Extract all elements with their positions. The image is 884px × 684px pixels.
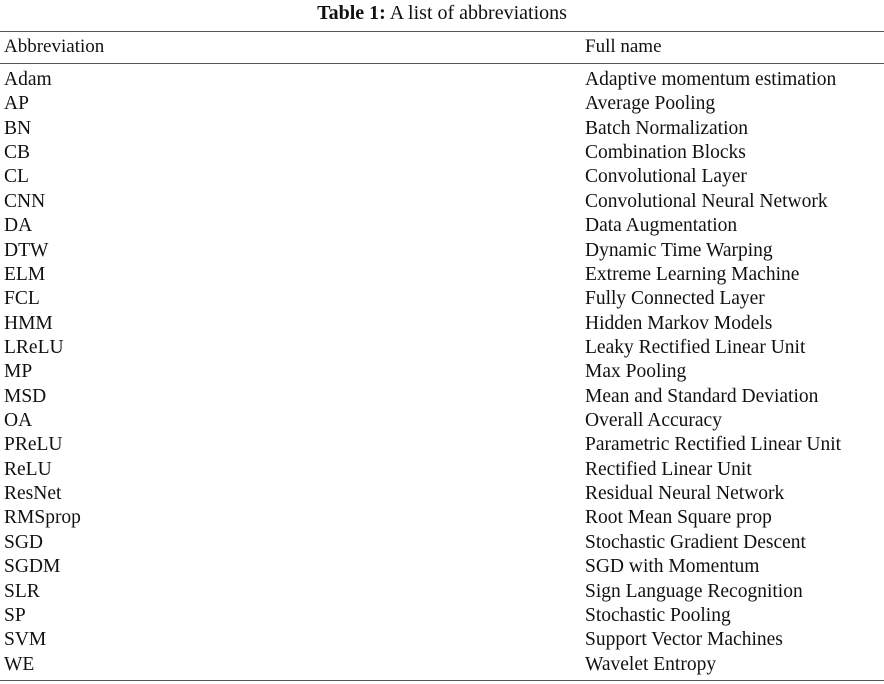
full-name-cell: Fully Connected Layer xyxy=(585,288,765,310)
abbreviation-cell: CL xyxy=(4,166,29,188)
table-row xyxy=(0,580,884,604)
abbreviation-cell: ReLU xyxy=(4,458,52,480)
full-name-cell: Stochastic Gradient Descent xyxy=(585,531,806,553)
table-row xyxy=(0,190,884,214)
full-name-cell: Stochastic Pooling xyxy=(585,604,731,626)
full-name-cell: Wavelet Entropy xyxy=(585,653,717,675)
full-name-cell: Mean and Standard Deviation xyxy=(585,385,819,407)
header-full-name: Full name xyxy=(585,36,662,57)
full-name-cell: Dynamic Time Warping xyxy=(585,239,773,261)
table-row xyxy=(0,336,884,360)
full-name-cell: Combination Blocks xyxy=(585,142,746,164)
table-row xyxy=(0,653,884,677)
abbreviation-cell: RMSprop xyxy=(4,507,81,529)
table-row xyxy=(0,287,884,311)
header-abbreviation: Abbreviation xyxy=(4,36,105,57)
table-caption xyxy=(0,0,884,26)
table-row xyxy=(0,433,884,457)
abbreviation-cell: AP xyxy=(4,93,29,115)
table-row xyxy=(0,263,884,287)
table-row xyxy=(0,531,884,555)
full-name-cell: Adaptive momentum estimation xyxy=(585,69,837,90)
full-name-cell: Support Vector Machines xyxy=(585,629,783,651)
abbreviation-cell: ELM xyxy=(4,263,46,285)
table-caption-label: Table 1: xyxy=(317,2,386,24)
table-row xyxy=(0,409,884,433)
table-row xyxy=(0,458,884,482)
abbreviation-cell: MP xyxy=(4,361,33,383)
table-row xyxy=(0,117,884,141)
abbreviation-cell: SLR xyxy=(4,580,40,602)
table-row xyxy=(0,604,884,628)
abbreviation-cell: MSD xyxy=(4,385,47,407)
abbreviation-cell: WE xyxy=(4,653,35,675)
table-row xyxy=(0,628,884,652)
full-name-cell: Overall Accuracy xyxy=(585,410,722,432)
full-name-cell: Average Pooling xyxy=(585,93,716,115)
full-name-cell: Root Mean Square prop xyxy=(585,507,772,529)
full-name-cell: Batch Normalization xyxy=(585,117,748,139)
full-name-cell: Data Augmentation xyxy=(585,215,738,237)
full-name-cell: Max Pooling xyxy=(585,361,687,383)
full-name-cell: Convolutional Neural Network xyxy=(585,190,828,212)
abbreviation-cell: LReLU xyxy=(4,336,64,358)
table-row xyxy=(0,92,884,116)
abbreviation-cell: DTW xyxy=(4,239,49,261)
abbreviation-cell: ResNet xyxy=(4,483,62,505)
abbreviation-cell: SVM xyxy=(4,629,47,651)
full-name-cell: Extreme Learning Machine xyxy=(585,263,800,285)
abbreviation-cell: SGDM xyxy=(4,556,61,578)
abbreviation-cell: SP xyxy=(4,604,26,626)
abbreviation-cell: DA xyxy=(4,215,33,237)
table-row xyxy=(0,214,884,238)
full-name-cell: Leaky Rectified Linear Unit xyxy=(585,336,806,358)
abbreviation-cell: FCL xyxy=(4,288,40,310)
abbreviation-cell: PReLU xyxy=(4,434,63,456)
abbreviation-cell: HMM xyxy=(4,312,53,334)
table-row xyxy=(0,555,884,579)
abbreviation-cell: OA xyxy=(4,410,33,432)
full-name-cell: Residual Neural Network xyxy=(585,483,785,505)
table-body xyxy=(0,68,884,677)
table-row xyxy=(0,360,884,384)
table-header-rule xyxy=(0,63,884,64)
table-row xyxy=(0,165,884,189)
table-bottom-rule xyxy=(0,680,884,681)
full-name-cell: Parametric Rectified Linear Unit xyxy=(585,434,842,456)
table-row xyxy=(0,482,884,506)
table-row xyxy=(0,239,884,263)
abbreviation-cell: CNN xyxy=(4,190,46,212)
table-top-rule xyxy=(0,31,884,32)
full-name-cell: Rectified Linear Unit xyxy=(585,458,752,480)
abbreviation-cell: Adam xyxy=(4,69,52,90)
table-caption-text: A list of abbreviations xyxy=(389,2,567,24)
abbreviation-cell: SGD xyxy=(4,531,44,553)
full-name-cell: Convolutional Layer xyxy=(585,166,747,188)
table-row xyxy=(0,312,884,336)
abbreviation-cell: CB xyxy=(4,142,31,164)
full-name-cell: Sign Language Recognition xyxy=(585,580,803,602)
table-row xyxy=(0,141,884,165)
abbreviation-cell: BN xyxy=(4,117,32,139)
full-name-cell: Hidden Markov Models xyxy=(585,312,773,334)
table-row xyxy=(0,506,884,530)
table-row xyxy=(0,68,884,92)
full-name-cell: SGD with Momentum xyxy=(585,556,760,578)
table-row xyxy=(0,385,884,409)
